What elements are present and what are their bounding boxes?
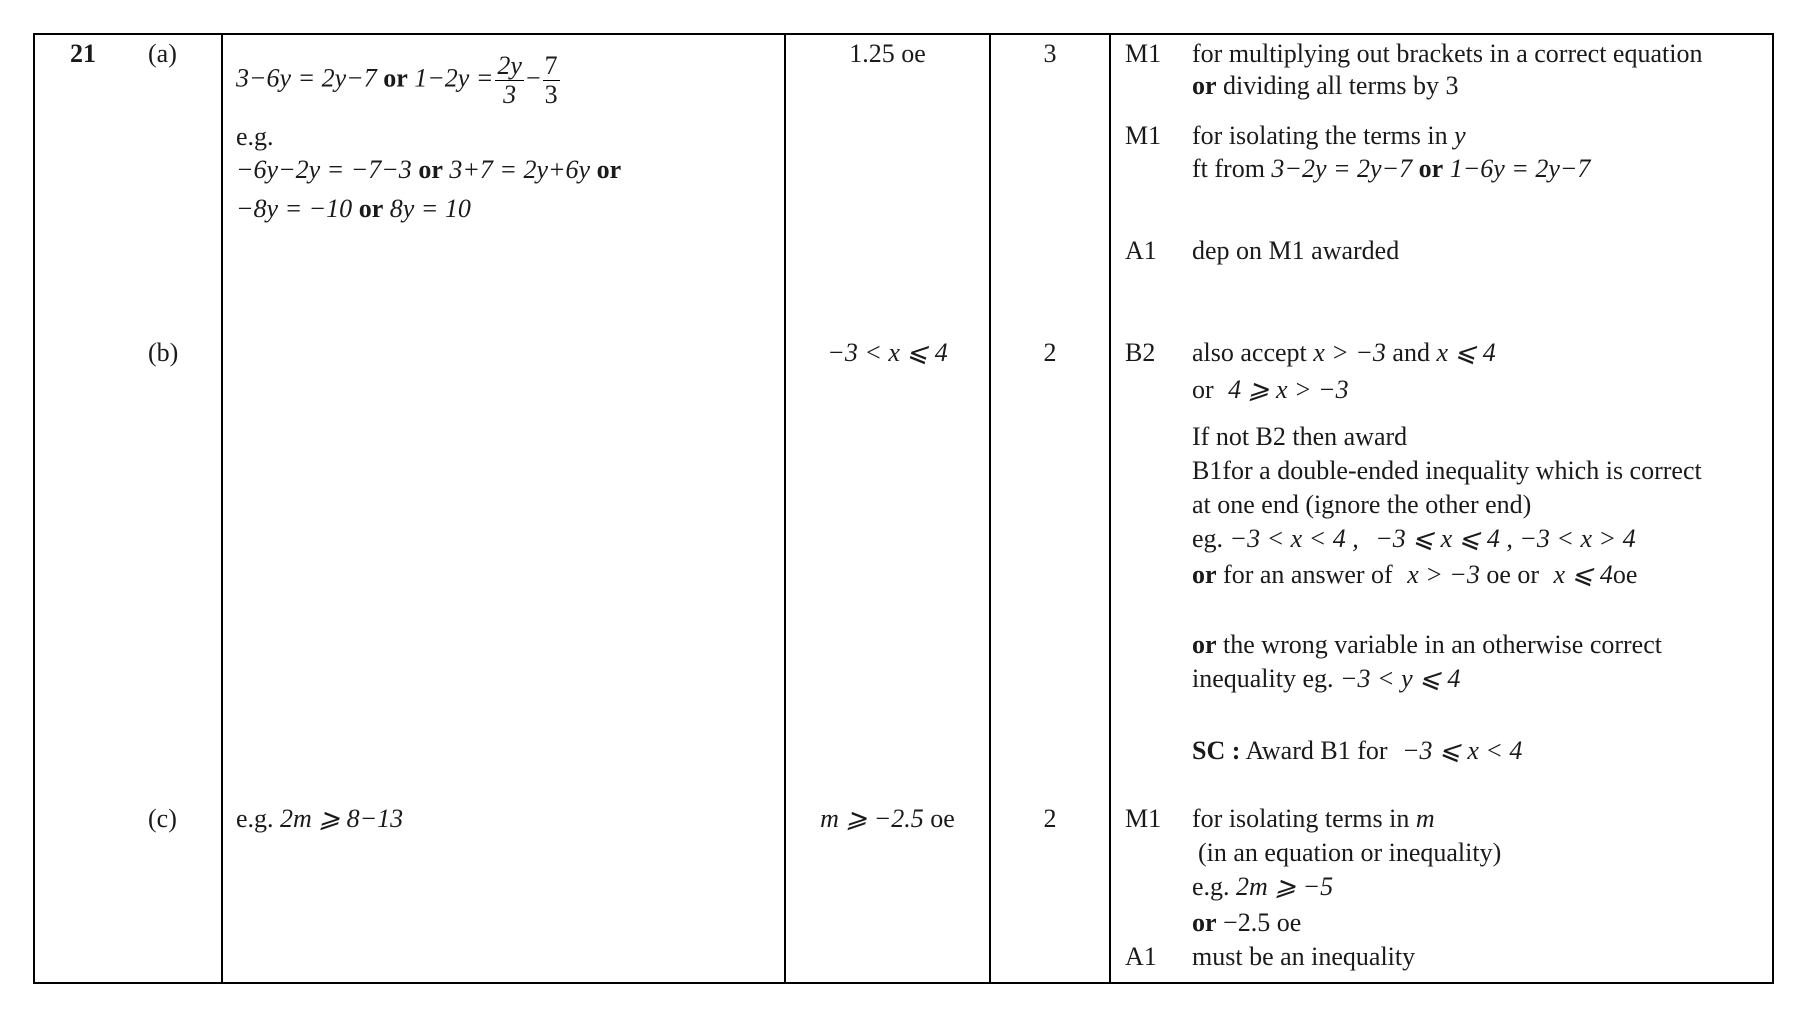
note-b-line2: or 4 ⩾ x > −3 <box>1192 375 1349 404</box>
note-a3-line1: dep on M1 awarded <box>1192 236 1400 265</box>
working-a-line3: −8y = −10 or 8y = 10 <box>236 194 471 223</box>
note-c-line5: must be an inequality <box>1192 942 1416 971</box>
part-label-b: (b) <box>148 338 179 367</box>
note-b-line9: inequality eg. −3 < y ⩽ 4 <box>1192 664 1461 693</box>
column-divider-answer <box>784 33 786 984</box>
note-b-sc: SC : Award B1 for −3 ⩽ x < 4 <box>1192 736 1523 765</box>
part-label-c: (c) <box>148 804 177 833</box>
note-c-line4: or −2.5 oe <box>1192 908 1302 937</box>
marks-a: 3 <box>1043 39 1057 68</box>
note-b-line1: also accept x > −3 and x ⩽ 4 <box>1192 338 1496 367</box>
note-b-line8: or the wrong variable in an otherwise correct <box>1192 630 1662 659</box>
column-divider-marks <box>989 33 991 984</box>
note-a2-line2: ft from 3−2y = 2y−7 or 1−6y = 2y−7 <box>1192 154 1591 183</box>
note-b-line5: at one end (ignore the other end) <box>1192 490 1532 519</box>
question-number: 21 <box>70 39 96 68</box>
marks-b: 2 <box>1043 338 1057 367</box>
note-code-a2: M1 <box>1125 121 1162 150</box>
note-a1-line1: for multiplying out brackets in a correct equation <box>1192 39 1703 68</box>
note-a1-line2: or dividing all terms by 3 <box>1192 71 1459 100</box>
working-a-line2: −6y−2y = −7−3 or 3+7 = 2y+6y or <box>236 155 622 184</box>
note-b-line7: or for an answer of x > −3 oe or x ⩽ 4oe <box>1192 560 1638 589</box>
note-code-a3: A1 <box>1125 236 1157 265</box>
part-label-a: (a) <box>148 39 177 68</box>
working-c: e.g. 2m ⩾ 8−13 <box>236 804 404 833</box>
note-c-line3: e.g. 2m ⩾ −5 <box>1192 872 1334 901</box>
note-c-line1: for isolating terms in m <box>1192 804 1435 833</box>
note-a2-line1: for isolating the terms in y <box>1192 121 1466 150</box>
answer-b: −3 < x ⩽ 4 <box>827 338 948 367</box>
marks-c: 2 <box>1043 804 1057 833</box>
column-divider-working <box>221 33 223 984</box>
note-b-line4: B1for a double-ended inequality which is correct <box>1192 456 1702 485</box>
working-a-line1: 3−6y = 2y−7 or 1−2y = $\frac{2y}{3}$ − $\frac{7}{3}$ <box>236 51 558 109</box>
answer-c: m ⩾ −2.5 oe <box>820 804 955 833</box>
column-divider-notes <box>1109 33 1111 984</box>
note-b-line3: If not B2 then award <box>1192 422 1408 451</box>
working-a-eg: e.g. <box>236 122 274 151</box>
answer-a: 1.25 oe <box>849 39 926 68</box>
note-code-c1: M1 <box>1125 804 1162 833</box>
note-b-line6: eg. −3 < x < 4 , −3 ⩽ x ⩽ 4 , −3 < x > 4 <box>1192 524 1636 553</box>
note-code-a1: M1 <box>1125 39 1162 68</box>
note-code-c2: A1 <box>1125 942 1157 971</box>
note-c-line2: (in an equation or inequality) <box>1198 838 1502 867</box>
note-code-b2: B2 <box>1125 338 1156 367</box>
